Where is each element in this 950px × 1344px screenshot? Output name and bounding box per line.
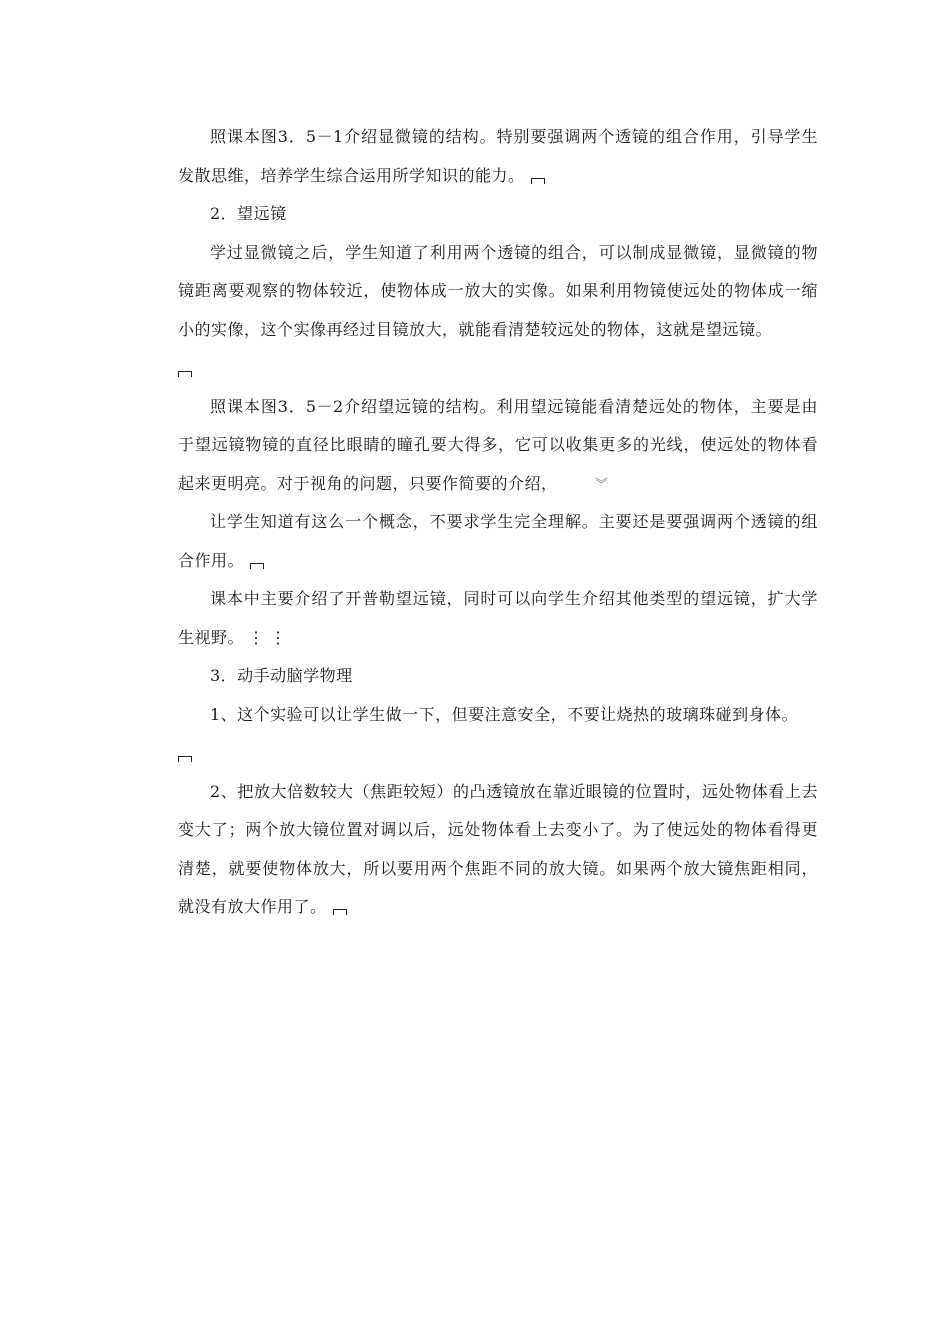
dots-mark: ⋮⋮ [248,627,293,647]
paragraph-experiment-2 [178,773,818,927]
return-mark-icon [333,909,347,915]
chevron-down-icon: ︾ [595,476,609,491]
section-heading-telescope: 2．望远镜 [210,204,287,223]
paragraph-experiment-1: 1、这个实验可以让学生做一下，但要注意安全，不要让烧热的玻璃珠碰到身体。 [210,704,799,724]
return-mark-icon [178,756,192,762]
return-mark-icon [531,178,545,184]
return-mark-icon [178,371,192,377]
paragraph-text: 让学生知道有这么一个概念，不要求学生完全理解。主要还是要强调两个透镜的组合作用。 [178,512,818,570]
paragraph-telescope-structure [178,388,818,504]
document-page [178,118,818,927]
paragraph-telescope-principle: 学过显微镜之后，学生知道了利用两个透镜的组合，可以制成显微镜，显微镜的物镜距离要观察的物体较近，使物体成一放大的实像。如果利用物镜使远处的物体成一缩小的实像，这个实像再经过目镜放大，就能看清楚较远处的物体，这就是望远镜。 [178,242,818,339]
paragraph-text: 2、把放大倍数较大（焦距较短）的凸透镜放在靠近眼镜的位置时，远处物体看上去变大了；两个放大镜位置对调以后，远处物体看上去变小了。为了使远处的物体看得更清楚，就要使物体放大，所以要用两个焦距不同的放大镜。如果两个放大镜焦距相同，就没有放大作用了。 [178,781,818,916]
return-mark-line [178,734,818,773]
paragraph-concept [178,503,818,580]
return-mark-line [178,349,818,388]
return-mark-icon [250,563,264,569]
paragraph-text: 照课本图3．5－1介绍显微镜的结构。特别要强调两个透镜的组合作用，引导学生发散思维，培养学生综合运用所学知识的能力。 [178,127,818,185]
paragraph-microscope-structure [178,118,818,195]
paragraph-text: 课本中主要介绍了开普勒望远镜，同时可以向学生介绍其他类型的望远镜，扩大学生视野。 [178,589,818,647]
paragraph-kepler-telescope [178,580,818,657]
paragraph-text: 照课本图3．5－2介绍望远镜的结构。利用望远镜能看清楚远处的物体，主要是由于望远镜物镜的直径比眼睛的瞳孔要大得多，它可以收集更多的光线，使远处的物体看起来更明亮。对于视角的问题，只要作简要的介绍， [178,396,818,493]
section-heading-hands-on: 3．动手动脑学物理 [210,666,353,685]
